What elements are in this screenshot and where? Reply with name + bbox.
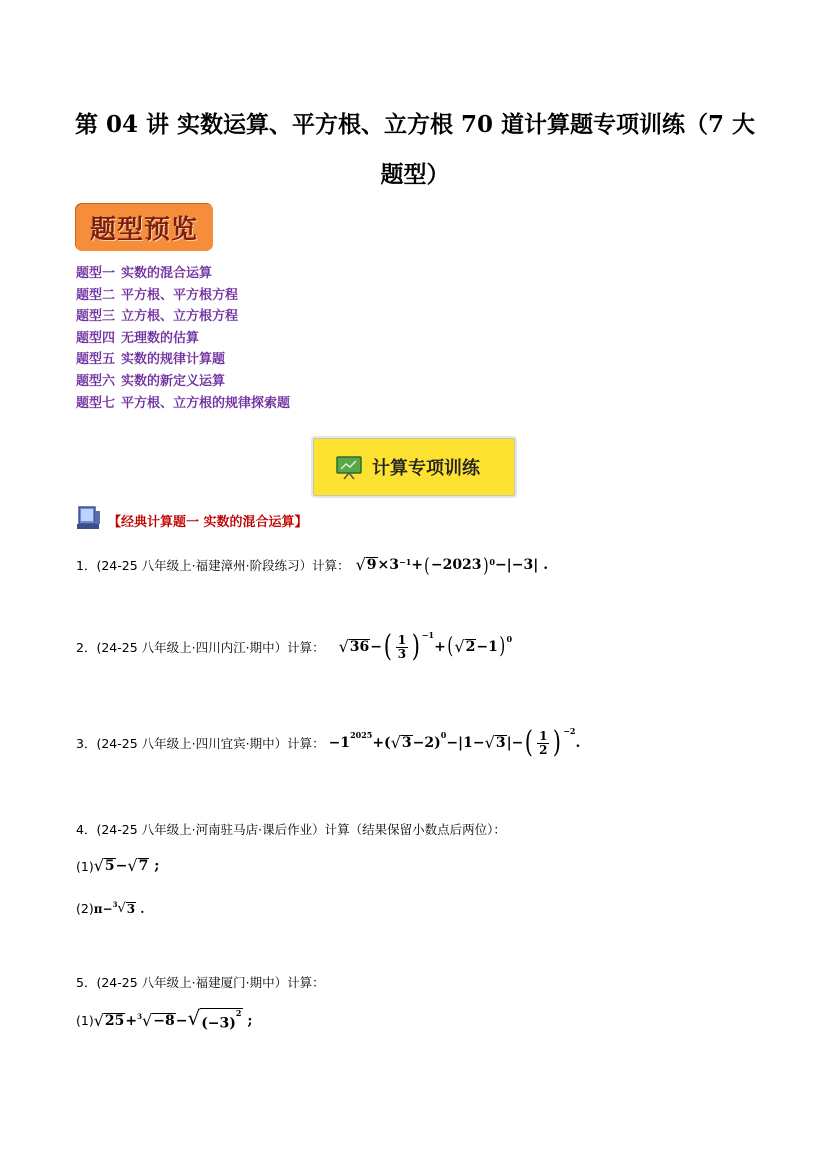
preview-badge [75,203,213,251]
part-label: (2) [76,901,94,916]
preview-badge-label: 题型预览 [89,214,198,245]
training-badge-label: 计算专项训练 [372,458,480,479]
type-label: 题型一 [76,266,116,281]
question-text: 4．(24-25 八年级上·河南驻马店·课后作业）计算（结果保留小数点后两位）： [76,822,506,837]
presentation-board-icon [336,456,362,478]
part-label: (1) [76,858,94,874]
math-expression: √ 25 + $^3$ √ −8 − √ $(-3)^2$ ; [93,1006,253,1032]
section-heading-text: 【经典计算题一 实数的混合运算】 [108,514,308,530]
question-text: 5．(24-25 八年级上·福建厦门·期中）计算： [76,975,325,990]
type-label: 题型七 [76,395,116,411]
type-text: 实数的混合运算 [121,266,213,281]
question-5-part-1 [76,1008,253,1034]
type-text: 平方根、立方根的规律探索题 [121,395,291,411]
question-text: 3．(24-25 八年级上·四川宜宾·期中）计算： [76,736,325,751]
question-1 [76,555,548,575]
type-text: 实数的新定义运算 [121,373,226,389]
part-label: (1) [76,1013,94,1029]
type-label: 题型三 [76,309,116,325]
math-expression: √ 36 − ( $\frac{1}{3}$ ) $^{-1}$ + ( √ 2 −1 ) $^0$ [338,629,513,664]
question-text: 2．(24-25 八年级上·四川内江·期中）计算： [76,640,325,655]
type-item[interactable] [76,371,290,393]
question-4 [76,820,506,838]
math-expression: √ 5 − √ 7 ; [93,856,160,875]
question-4-part-2 [76,901,144,916]
computer-icon [76,505,102,535]
question-5 [76,973,325,991]
type-item[interactable] [76,306,290,328]
question-text: 1．(24-25 八年级上·福建漳州·阶段练习）计算： [76,558,350,573]
type-list [76,263,290,414]
type-label: 题型四 [76,330,116,346]
math-expression: π− $^3$ √ 3 . [93,900,145,916]
section-heading [76,505,308,535]
type-label: 题型五 [76,352,116,368]
type-text: 平方根、平方根方程 [121,287,239,303]
type-item[interactable] [76,328,290,350]
question-4-part-1 [76,858,159,874]
type-label: 题型六 [76,373,116,389]
question-2 [76,629,513,664]
type-item[interactable] [76,393,290,415]
type-item[interactable] [76,263,290,285]
type-label: 题型二 [76,287,116,303]
page-title: 第 04 讲 实数运算、平方根、立方根 70 道计算题专项训练（7 大题型） [74,111,756,188]
type-item[interactable] [76,349,290,371]
math-expression: −1 $^{2025}$ +( √ 3 −2) $^0$ −|1− √ 3 |− ( $\frac{1}{2}$ ) $^{-2}$ . [328,725,581,760]
type-text: 实数的规律计算题 [121,352,226,368]
type-text: 立方根、立方根方程 [121,309,239,325]
math-expression: √ 9 ×3 $^{-1}$ + ( −2023 ) $^0$ −|−3| . [355,553,549,577]
training-badge [313,438,515,496]
type-item[interactable] [76,285,290,307]
type-text: 无理数的估算 [121,330,200,346]
question-3 [76,725,581,760]
